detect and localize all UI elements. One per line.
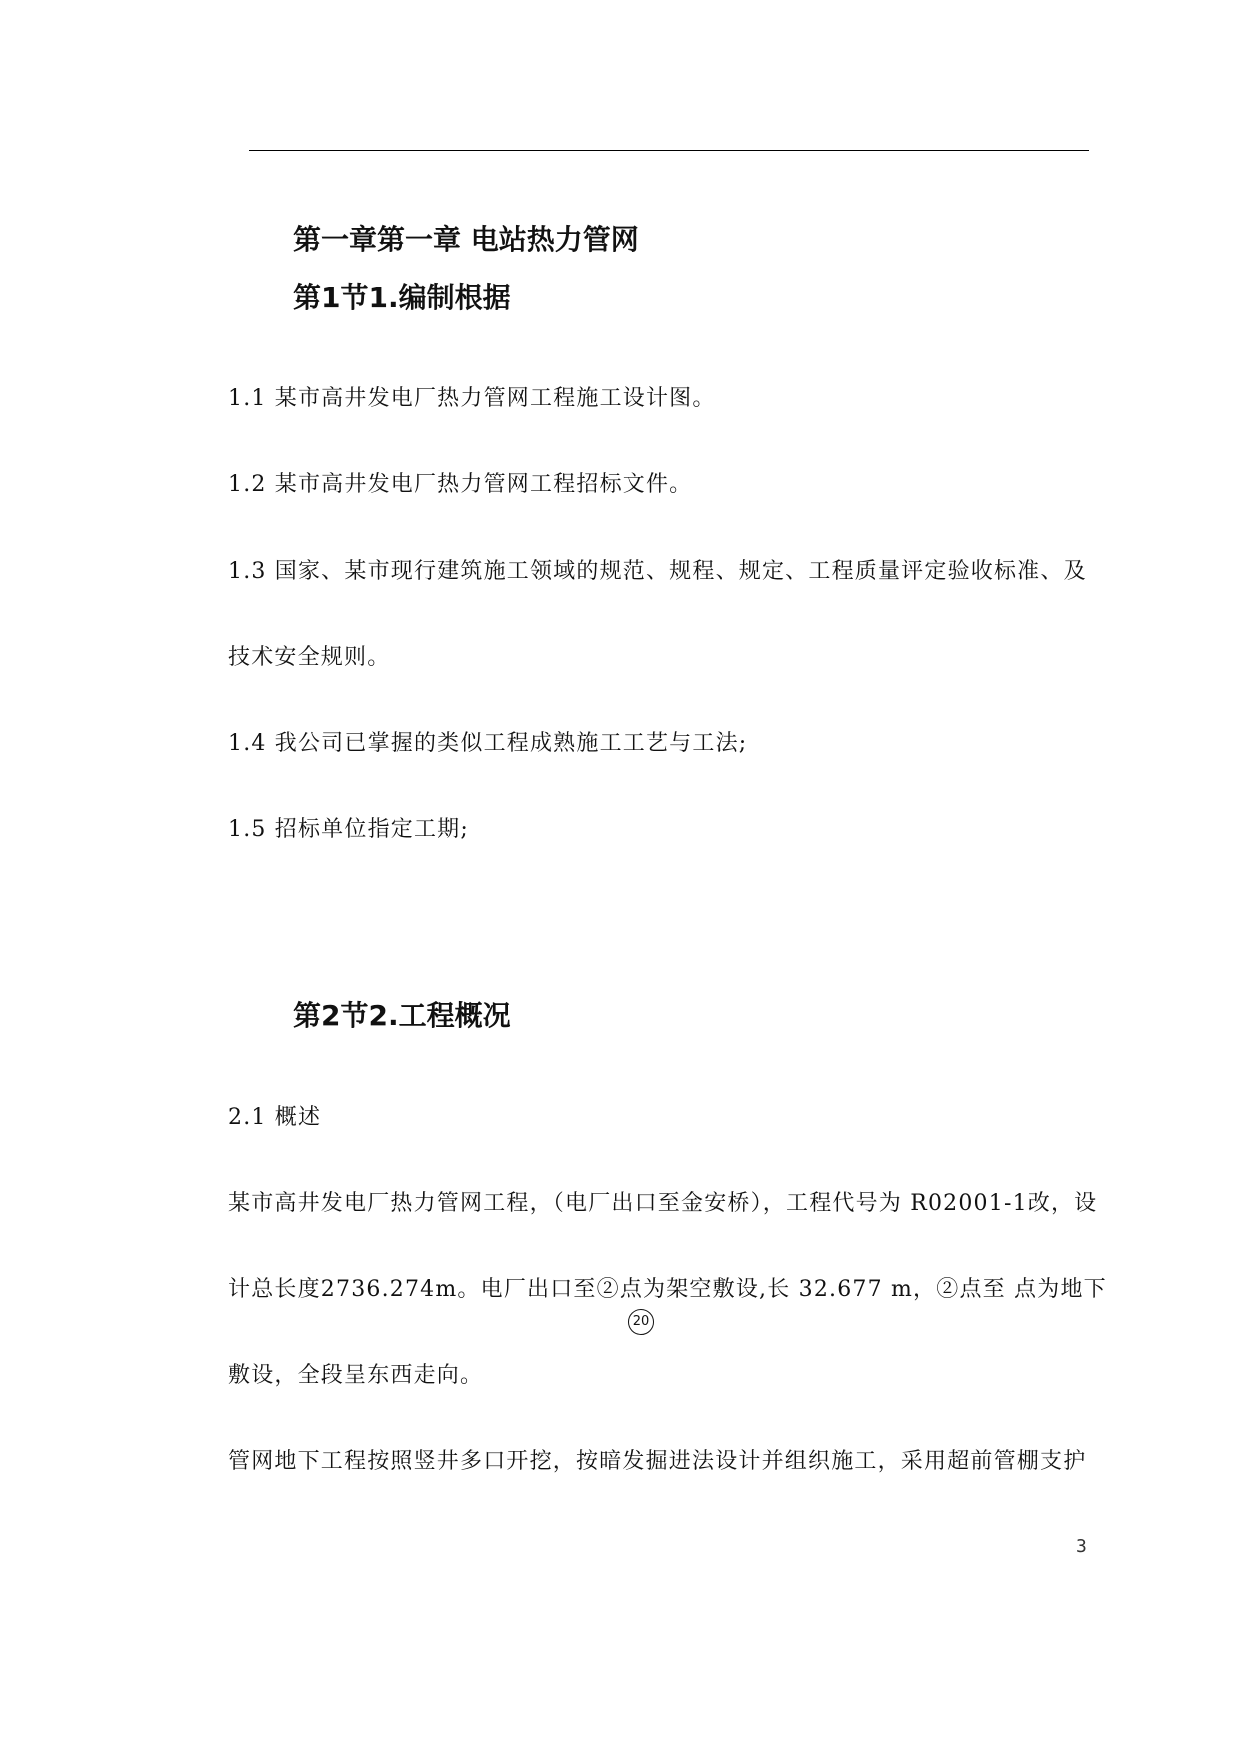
page-number: 3 (1076, 1536, 1087, 1557)
section-1-title: 第1节1.编制根据 (293, 281, 511, 314)
circled-number-marker: 20 (628, 1309, 654, 1335)
overview-line-3: 敷设，全段呈东西走向。 (228, 1363, 484, 1388)
chapter-title: 第一章第一章 电站热力管网 (293, 223, 639, 256)
list-item-1-5: 1.5 招标单位指定工期; (228, 817, 469, 842)
overview-line-2: 计总长度2736.274m。电厂出口至②点为架空敷设,长 32.677 m，②点至 点为地下 (228, 1277, 1107, 1302)
list-item-1-3: 1.3 国家、某市现行建筑施工领域的规范、规程、规定、工程质量评定验收标准、及 (228, 559, 1087, 584)
section-2-title: 第2节2.工程概况 (293, 999, 511, 1032)
list-item-1-1: 1.1 某市高井发电厂热力管网工程施工设计图。 (228, 386, 716, 411)
overview-line-4: 管网地下工程按照竖井多口开挖，按暗发掘进法设计并组织施工，采用超前管棚支护 (228, 1449, 1087, 1474)
header-rule (249, 150, 1089, 151)
list-item-1-4: 1.4 我公司已掌握的类似工程成熟施工工艺与工法; (228, 731, 748, 756)
list-item-1-2: 1.2 某市高井发电厂热力管网工程招标文件。 (228, 472, 693, 497)
overview-line-1: 某市高井发电厂热力管网工程，（电厂出口至金安桥），工程代号为 R02001-1改，设 (228, 1191, 1098, 1216)
section-2-subtitle: 2.1 概述 (228, 1105, 322, 1130)
list-item-1-3-continued: 技术安全规则。 (228, 645, 391, 670)
